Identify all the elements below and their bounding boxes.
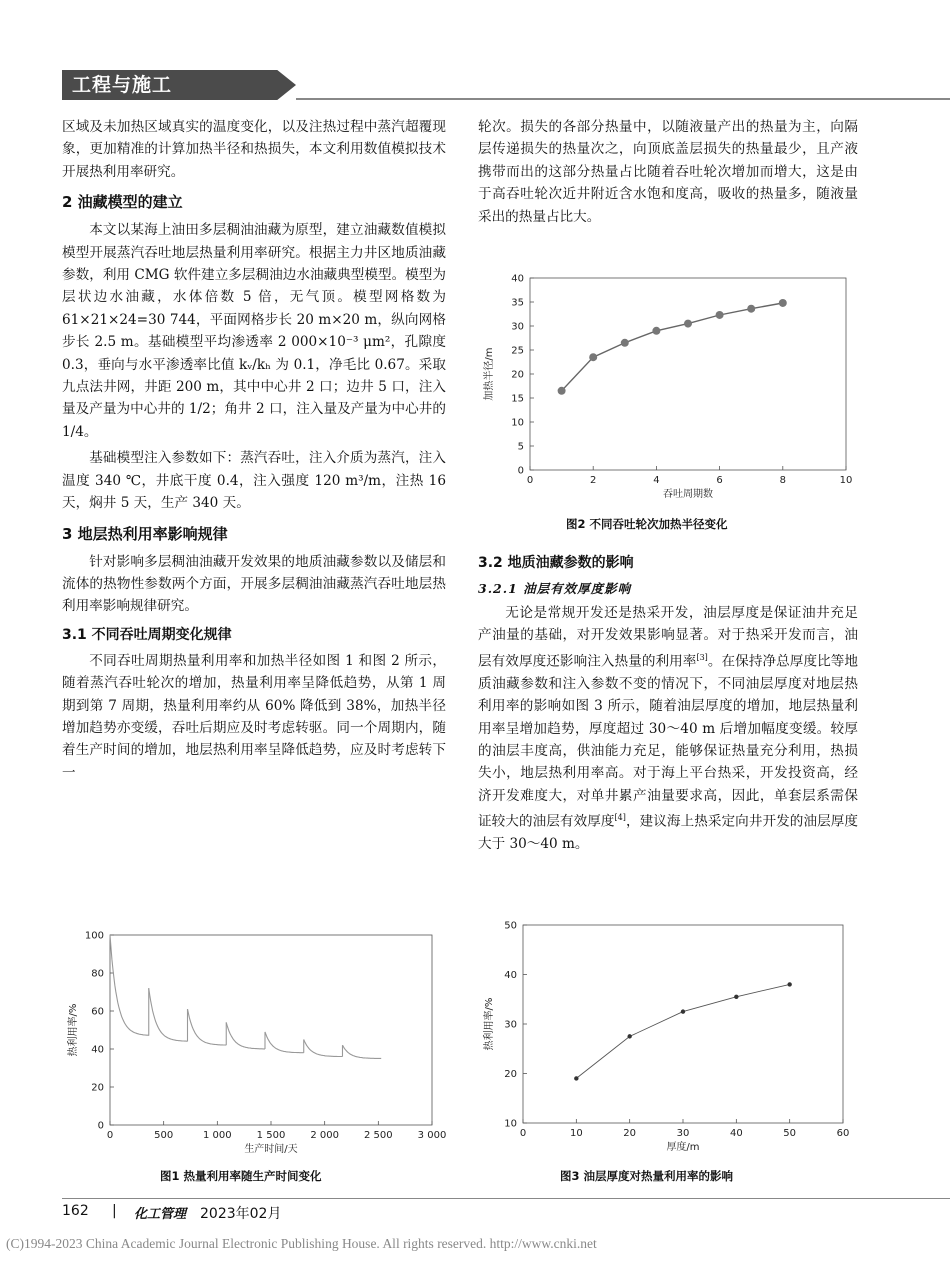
right-column <box>478 116 858 228</box>
x-tick-label: 2 <box>590 475 597 486</box>
series-line-cycle-6 <box>304 1040 343 1057</box>
section-3-2-1-heading: 3.2.1 油层有效厚度影响 <box>478 581 632 596</box>
figure-1 <box>62 925 452 1165</box>
x-tick-label: 30 <box>676 1128 690 1139</box>
data-point <box>652 327 660 335</box>
y-tick-label: 20 <box>91 1082 104 1094</box>
paragraph-continued: 轮次。损失的各部分热量中，以随液量产出的热量为主，向隔层传递损失的热量次之，向顶底盖层损失的热量最少，且产液携带而出的这部分热量占比随着吞吐轮次增加而增大，这是由于高吞吐轮次近井附近含水饱和度高，吸收的热量多，随液量采出的热量占比大。 <box>478 119 858 225</box>
data-point <box>716 311 724 319</box>
x-tick-label: 1 000 <box>203 1130 232 1141</box>
x-tick-label: 4 <box>653 475 660 486</box>
section-2-heading: 2 油藏模型的建立 <box>62 193 183 212</box>
data-point <box>787 982 791 986</box>
y-tick-label: 20 <box>511 369 524 381</box>
x-tick-label: 8 <box>779 475 786 486</box>
data-point <box>558 387 566 395</box>
x-tick-label: 3 000 <box>417 1130 447 1141</box>
footer-separator: | <box>112 1203 117 1219</box>
x-tick-label: 50 <box>783 1128 797 1139</box>
x-tick-label: 20 <box>623 1128 637 1139</box>
data-point <box>589 353 597 361</box>
paragraph-thickness-b: 。在保持净总厚度比等地质油藏参数和注入参数不变的情况下，不同油层厚度对地层热利用率的影响如图 3 所示，随着油层厚度的增加，地层热量利用率呈增加趋势，厚度超过 30～40 m 后增加幅度变缓。较厚的油层丰度高，供油能力充足，能够保证热量充分利用，热损失小，地层热利用率高。对于海上平台热采，开发投资高，经济开发难度大，对单井累产油量要求高，因此，单套层系需保证较大的油层有效厚度 <box>478 653 859 830</box>
y-axis-label: 热利用率/% <box>68 1003 79 1057</box>
series-line-cycle-1 <box>110 935 149 1035</box>
x-tick-label: 2 500 <box>364 1130 393 1141</box>
x-tick-label: 40 <box>729 1128 743 1139</box>
plot-frame <box>110 935 432 1125</box>
y-axis-label: 加热半径/m <box>484 347 495 401</box>
figure-2-chart <box>478 270 858 510</box>
plot-frame <box>523 925 843 1123</box>
section-3-2-heading: 3.2 地质油藏参数的影响 <box>478 555 634 571</box>
page-number: 162 <box>62 1203 89 1219</box>
y-tick-label: 80 <box>91 968 104 980</box>
y-tick-label: 0 <box>97 1120 104 1132</box>
x-axis-label: 吞吐周期数 <box>663 489 713 500</box>
paragraph-thickness-a: 无论是常规开发还是热采开发，油层厚度是保证油井充足产油量的基础，对开发效果影响显著。对于热采开发而言，油层有效厚度还影响注入热量的利用率 <box>478 605 858 670</box>
issue-date: 2023年02月 <box>200 1206 282 1222</box>
y-tick-label: 0 <box>517 465 524 477</box>
series-line-cycle-3 <box>188 1009 227 1045</box>
data-point <box>734 995 738 999</box>
series-line-cycle-2 <box>149 988 188 1041</box>
section-3-1-heading: 3.1 不同吞吐周期变化规律 <box>62 626 232 643</box>
paragraph-model-1: 本文以某海上油田多层稠油油藏为原型，建立油藏数值模拟模型开展蒸汽吞吐地层热量利用率研究。根据主力井区地质油藏参数，利用 CMG 软件建立多层稠油边水油藏典型模型。模型为层状边水油藏，水体倍数 5 倍，无气顶。模型网格数为 61×21×24=30 744，平面网格步长 20 m×20 m，纵向网格步长 2.5 m。基础模型平均渗透率 2 000×10⁻³ μm²，孔隙度 0.3，垂向与水平渗透率比值 kᵥ/kₕ 为 0.1，净毛比 0.67。采取九点法井网，井距 200 m，其中中心井 2 口；边井 5 口，注入量及产量为中心井的 1/2；角井 2 口，注入量及产量为中心井的 1/4。 <box>62 222 446 440</box>
paragraph-section-3: 针对影响多层稠油油藏开发效果的地质油藏参数以及储层和流体的热物性参数两个方面，开展多层稠油油藏蒸汽吞吐地层热利用率影响规律研究。 <box>62 553 446 615</box>
x-tick-label: 0 <box>519 1128 527 1139</box>
copyright-notice: (C)1994-2023 China Academic Journal Electronic Publishing House. All rights reserved. http://www.cnki.net <box>6 1236 597 1251</box>
x-tick-label: 2 000 <box>310 1130 339 1141</box>
y-axis-label: 热利用率/% <box>484 997 495 1051</box>
series-line <box>576 984 789 1078</box>
y-tick-label: 25 <box>511 345 524 357</box>
figure-2 <box>478 270 858 510</box>
paragraph-thickness <box>478 602 858 856</box>
journal-name: 化工管理 <box>134 1207 187 1222</box>
series-line-cycle-5 <box>265 1032 304 1053</box>
x-tick-label: 10 <box>839 475 853 486</box>
y-tick-label: 15 <box>511 393 524 405</box>
citation-3[interactable]: [3] <box>696 652 708 662</box>
series-line <box>562 303 783 391</box>
y-tick-label: 30 <box>511 321 524 333</box>
y-tick-label: 40 <box>504 970 517 981</box>
y-tick-label: 10 <box>511 417 524 429</box>
data-point <box>681 1009 685 1013</box>
figure-1-chart <box>62 925 452 1165</box>
y-tick-label: 35 <box>511 297 524 309</box>
figure-3 <box>478 915 858 1165</box>
x-tick-label: 0 <box>106 1130 114 1141</box>
paragraph-intro: 区域及未加热区域真实的温度变化，以及注热过程中蒸汽超覆现象，更加精准的计算加热半径和热损失，本文利用数值模拟技术开展热利用率研究。 <box>62 119 446 180</box>
figure-1-caption: 图1 热量利用率随生产时间变化 <box>160 1169 322 1183</box>
series-line-cycle-4 <box>226 1022 265 1049</box>
paragraph-model-2: 基础模型注入参数如下：蒸汽吞吐，注入介质为蒸汽，注入温度 340 ℃，井底干度 0.4，注入强度 120 m³/m，注热 16 天，焖井 5 天，生产 340 天。 <box>62 450 446 512</box>
left-column <box>62 116 446 784</box>
data-point <box>747 305 755 313</box>
paragraph-thickness-c: ，建议海上热采定向井开发的油层厚度大于 30～40 m。 <box>478 813 859 853</box>
figure-3-caption: 图3 油层厚度对热量利用率的影响 <box>560 1169 734 1183</box>
section-header-title: 工程与施工 <box>72 74 173 96</box>
right-column-lower <box>478 546 858 856</box>
x-tick-label: 60 <box>836 1128 850 1139</box>
y-tick-label: 100 <box>84 930 104 942</box>
figure-3-chart <box>478 915 858 1165</box>
citation-4[interactable]: [4] <box>614 813 626 823</box>
data-point <box>627 1034 631 1038</box>
x-axis-label: 厚度/m <box>666 1142 700 1153</box>
data-point <box>574 1076 578 1080</box>
footer-rule <box>62 1198 950 1199</box>
section-3-heading: 3 地层热利用率影响规律 <box>62 524 228 543</box>
y-tick-label: 5 <box>517 441 524 453</box>
y-tick-label: 10 <box>504 1118 517 1130</box>
x-tick-label: 10 <box>569 1128 583 1139</box>
x-tick-label: 6 <box>716 475 723 486</box>
paragraph-section-3-1: 不同吞吐周期热量利用率和加热半径如图 1 和图 2 所示，随着蒸汽吞吐轮次的增加，热量利用率呈降低趋势，从第 1 周期到第 7 周期，热量利用率约从 60% 降低到 38%，加热半径增加趋势亦变缓，吞吐后期应及时考虑转驱。同一个周期内，随着生产时间的增加，地层热利用率呈降低趋势，应及时考虑转下一 <box>62 652 446 781</box>
x-tick-label: 0 <box>526 475 534 486</box>
header-rule <box>296 98 950 100</box>
series-line-cycle-7 <box>343 1045 382 1058</box>
y-tick-label: 40 <box>511 273 524 285</box>
figure-2-caption: 图2 不同吞吐轮次加热半径变化 <box>566 517 728 531</box>
x-axis-label: 生产时间/天 <box>244 1144 298 1155</box>
y-tick-label: 20 <box>504 1069 517 1080</box>
x-tick-label: 1 500 <box>256 1130 286 1141</box>
data-point <box>684 320 692 328</box>
y-tick-label: 50 <box>504 920 517 932</box>
y-tick-label: 40 <box>91 1044 104 1056</box>
data-point <box>621 339 629 347</box>
data-point <box>779 299 787 307</box>
y-tick-label: 30 <box>504 1019 517 1031</box>
x-tick-label: 500 <box>154 1130 174 1141</box>
y-tick-label: 60 <box>91 1006 104 1018</box>
